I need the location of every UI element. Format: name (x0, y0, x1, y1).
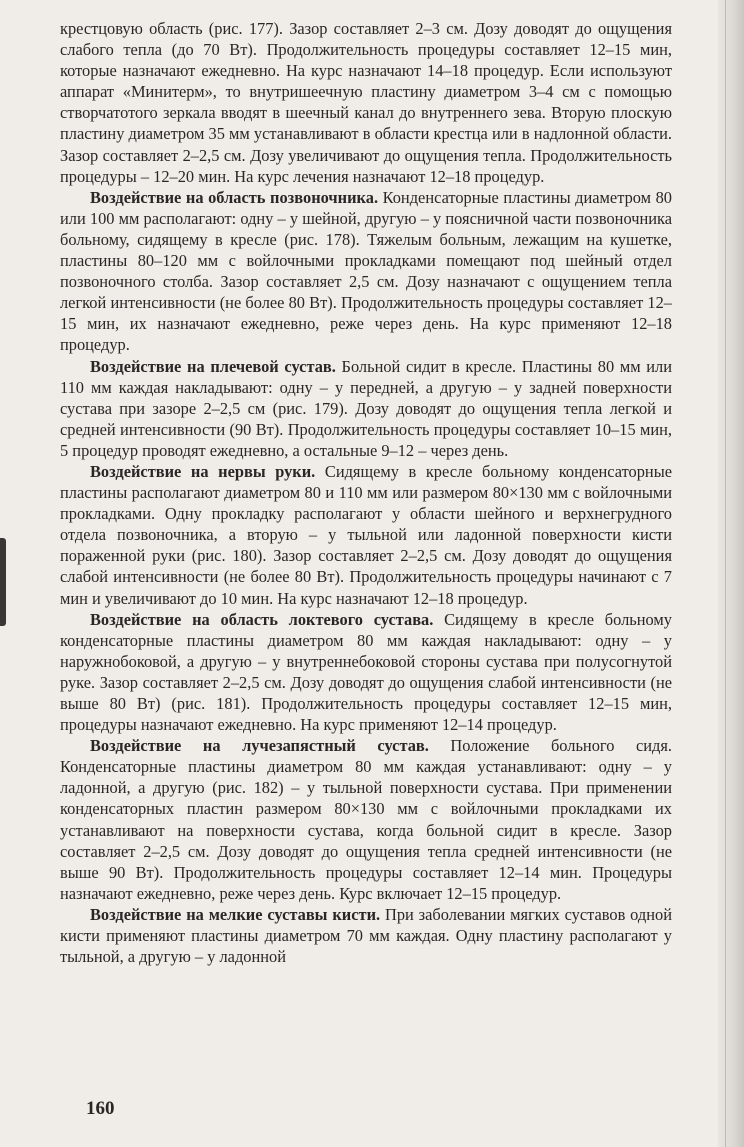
page-number: 160 (86, 1098, 115, 1119)
paragraph-text: крестцовую область (рис. 177). Зазор составляет 2–3 см. Дозу доводят до ощущения слабого тепла (до 70 Вт). Продолжительность процедуры составляет 12–15 мин, которые назначают ежедневно. На курс назначают 14–18 процедур. Если используют аппарат «Минитерм», то внутришеечную пластину диаметром 3–4 см с помощью створчатотого зеркала вводят в шеечный канал до внутреннего зева. Вторую плоскую пластину диаметром 35 мм устанавливают в области крестца или в надлонной области. Зазор составляет 2–2,5 см. Дозу увеличивают до ощущения тепла. Продолжительность процедуры – 12–20 мин. На курс лечения назначают 12–18 процедур. (60, 19, 672, 186)
page-edge-shadow (718, 0, 744, 1147)
paragraph-shoulder (60, 356, 672, 461)
paragraph-text: Больной сидит в кресле. Пластины 80 мм или 110 мм каждая накладывают: одну – у передней, а другую – у задней поверхности сустава при зазоре 2–2,5 см (рис. 179). Дозу доводят до ощущения тепла легкой и средней интенсивности (90 Вт). Продолжительность процедуры составляет 10–15 мин, 5 процедур проводят ежедневно, а остальные 9–12 – через день. (60, 356, 672, 460)
paragraph-continuation (60, 18, 672, 187)
paragraph-elbow (60, 609, 672, 736)
paragraph-text: Конденсаторные пластины диаметром 80 или 100 мм располагают: одну – у шейной, другую – у поясничной части позвоночника больному, сидящему в кресле (рис. 178). Тяжелым больным, лежащим на кушетке, пластины 80–120 мм с войлочными прокладками помещают под шейный отдел позвоночного столба. Зазор составляет 2,5 см. Дозу назначают с ощущением тепла легкой интенсивности (не более 80 Вт). Продолжительность процедуры составляет 12–15 мин, их назначают ежедневно, реже через день. На курс применяют 12–18 процедур. (60, 187, 672, 355)
body-text (60, 18, 672, 967)
paragraph-heading: Воздействие на область локтевого сустава. (90, 609, 434, 629)
paragraph-heading: Воздействие на плечевой сустав. (90, 356, 336, 376)
paragraph-text: При заболевании мягких суставов одной кисти применяют пластины диаметром 70 мм каждая. Одну пластину располагают у тыльной, а другую – у ладонной (60, 904, 672, 967)
paragraph-heading: Воздействие на мелкие суставы кисти. (90, 904, 381, 924)
paragraph-heading: Воздействие на область позвоночника. (90, 187, 379, 207)
paragraph-text: Сидящему в кресле больному конденсаторные пластины диаметром 80 мм каждая накладывают: одну – у наружнобоковой, а другую – у внутреннебоковой стороны сустава при полусогнутой руке. Зазор составляет 2–2,5 см. Дозу доводят до ощущения слабой интенсивности (не выше 80 Вт) (рис. 181). Продолжительность процедуры составляет 12–15 мин, процедуры назначают ежедневно. На курс применяют 12–14 процедур. (60, 609, 672, 735)
page-edge-line (725, 0, 726, 1147)
paragraph-heading: Воздействие на нервы руки. (90, 461, 316, 481)
paragraph-hand-joints (60, 904, 672, 967)
paragraph-wrist (60, 735, 672, 904)
paragraph-arm-nerves (60, 461, 672, 609)
paragraph-heading: Воздействие на лучезапястный сустав. (90, 736, 429, 756)
binding-mark (0, 538, 6, 626)
paragraph-text: Положение больного сидя. Конденсаторные пластины диаметром 80 мм каждая устанавливают: одну – у ладонной, а другую (рис. 182) – у тыльной поверхности сустава. При применении конденсаторных пластин размером 80×130 мм с войлочными прокладками их устанавливают на поверхности сустава, когда больной сидит в кресле. Зазор составляет 2–2,5 см. Дозу доводят до ощущения тепла средней интенсивности (не выше 90 Вт). Продолжительность процедуры составляет 12–14 мин. Процедуры назначают ежедневно, реже через день. Курс включает 12–15 процедур. (60, 736, 672, 903)
paragraph-text: Сидящему в кресле больному конденсаторные пластины располагают диаметром 80 и 110 мм или размером 80×130 мм с войлочными прокладками. Одну прокладку располагают у области шейного и верхнегрудного отдела позвоночника, а вторую – у тыльной или ладонной поверхности кисти пораженной руки (рис. 180). Зазор составляет 2–2,5 см. Дозу доводят до ощущения слабой интенсивности (не более 80 Вт). Продолжительность процедуры начинают с 7 мин и увеличивают до 10 мин. На курс назначают 12–18 процедур. (60, 461, 672, 608)
paragraph-spine (60, 187, 672, 356)
